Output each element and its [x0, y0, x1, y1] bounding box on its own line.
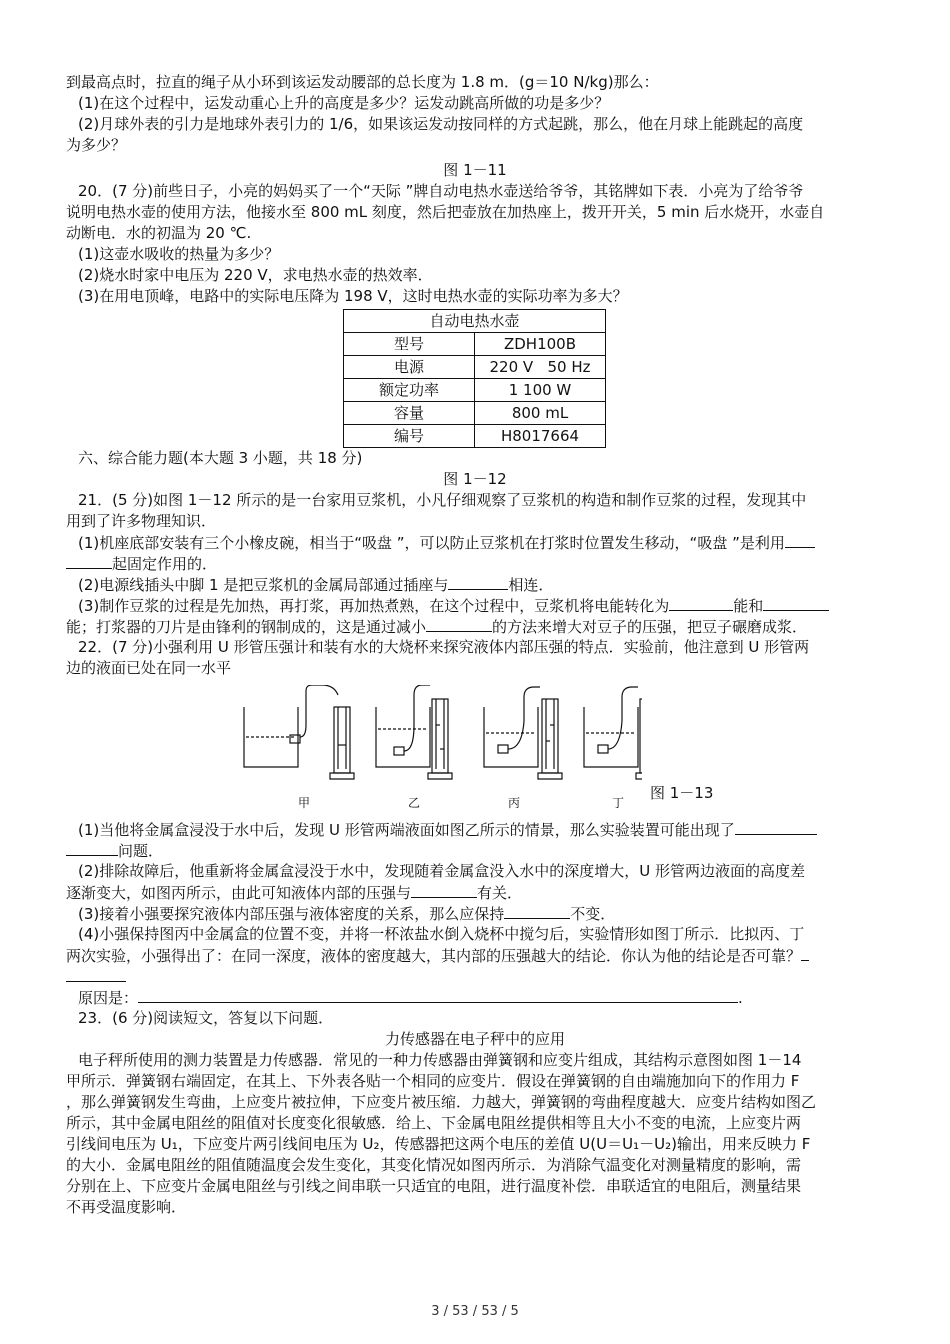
- setup-bing: [484, 687, 562, 779]
- figure-1-11-caption: 图 1－11: [443, 161, 507, 179]
- figure-1-13-caption: 图 1－13: [650, 784, 714, 802]
- q21-part3-text2: 能；打浆器的刀片是由锋利的钢制成的，这是通过减小: [66, 618, 427, 636]
- answer-blank[interactable]: [669, 595, 733, 611]
- q19-part1: (1)在这个过程中，运发动重心上升的高度是多少？运发动跳高所做的功是多少？: [78, 94, 610, 112]
- answer-blank[interactable]: [448, 574, 508, 590]
- answer-blank[interactable]: [504, 903, 570, 919]
- q22-part3-end: 不变．: [570, 905, 616, 923]
- spec-table-title: 自动电热水壶: [344, 310, 606, 333]
- table-row: [344, 402, 606, 425]
- q22-part1: [66, 819, 884, 840]
- spec-key: 型号: [344, 333, 475, 356]
- spec-key: 电源: [344, 356, 475, 379]
- q23-body-line: 电子秤所使用的测力装置是力传感器．常见的一种力传感器由弹簧钢和应变片组成，其结构示意图如图 1－14: [78, 1051, 802, 1069]
- q22-line2: 边的液面已处在同一水平: [66, 659, 232, 677]
- answer-blank[interactable]: [66, 840, 118, 856]
- q22-part2-end: 有关．: [477, 884, 523, 902]
- q22-part1-text: (1)当他将金属盒浸没于水中后，发现 U 形管两端液面如图乙所示的情景，那么实验装置可能出现了: [78, 821, 735, 839]
- figure-label-yi: 乙: [408, 796, 421, 810]
- answer-blank[interactable]: [138, 987, 738, 1003]
- q23-body-line: 引线间电压为 U₁，下应变片两引线间电压为 U₂，传感器把这两个电压的差值 U(U＝U₁－U₂)输出，用来反映力 F: [66, 1135, 811, 1153]
- q22-part4-blank: [66, 966, 884, 987]
- q21-part2-text: (2)电源线插头中脚 1 是把豆浆机的金属局部通过插座与: [78, 576, 449, 594]
- q23-body-line: 分别在上、下应变片金属电阻丝与引线之间串联一只适宜的电阻，进行温度补偿．串联适宜的电阻后，测量结果: [66, 1177, 802, 1195]
- q22-part2-cont: [66, 882, 884, 903]
- q19-line: 到最高点时，拉直的绳子从小环到该运发动腰部的总长度为 1.8 m．(g＝10 N/kg)那么：: [66, 73, 659, 91]
- spec-value: ZDH100B: [475, 333, 606, 356]
- table-row: [344, 333, 606, 356]
- section-6-heading: 六、综合能力题(本大题 3 小题，共 18 分): [78, 449, 363, 467]
- q22-part4-text: 两次实验，小强得出了：在同一深度，液体的密度越大，其内部的压强越大的结论．你认为他的结论是否可靠？: [66, 947, 802, 965]
- q23-body-line: 所示，其中金属电阻丝的阻值对长度变化很敏感．给上、下金属电阻丝提供相等且大小不变的电流，上应变片两: [66, 1114, 802, 1132]
- q22-reason-label: 原因是：: [78, 989, 139, 1007]
- table-row: [344, 425, 606, 448]
- q21-part2-end: 相连．: [508, 576, 554, 594]
- spec-key: 编号: [344, 425, 475, 448]
- q21-part3-cont: [66, 616, 884, 637]
- q23-article-title: 力传感器在电子秤中的应用: [384, 1030, 565, 1048]
- q21-part1-cont: [66, 553, 884, 574]
- q21-line1: 21．(5 分)如图 1－12 所示的是一台家用豆浆机，小凡仔细观察了豆浆机的构造和制作豆浆的过程，发现其中: [78, 491, 807, 509]
- table-row: [344, 356, 606, 379]
- kettle-spec-table: [343, 309, 606, 448]
- answer-blank[interactable]: [763, 595, 829, 611]
- spec-value: 800 mL: [475, 402, 606, 425]
- spec-value: 1 100 W: [475, 379, 606, 402]
- q19-part2-cont: 为多少？: [66, 136, 127, 154]
- spec-value: 220 V 50 Hz: [475, 356, 606, 379]
- q22-part3-text: (3)接着小强要探究液体内部压强与液体密度的关系，那么应保持: [78, 905, 505, 923]
- q21-part3-mid: 能和: [733, 597, 764, 615]
- answer-blank[interactable]: [426, 616, 492, 632]
- q20-line2: 说明电热水壶的使用方法，他接水至 800 mL 刻度，然后把壶放在加热座上，拨开开关，5 min 后水烧开，水壶自: [66, 203, 825, 221]
- q22-part2: (2)排除故障后，他重新将金属盒浸没于水中，发现随着金属盒没入水中的深度增大，U 形管两边液面的高度差: [78, 862, 805, 880]
- q22-part4: (4)小强保持图丙中金属盒的位置不变，并将一杯浓盐水倒入烧杯中搅匀后，实验情形如图丁所示．比拟丙、丁: [78, 925, 805, 943]
- q22-part3: [66, 903, 884, 924]
- q21-line2: 用到了许多物理知识．: [66, 512, 217, 530]
- q22-line1: 22．(7 分)小强利用 U 形管压强计和装有水的大烧杯来探究液体内部压强的特点．实验前，他注意到 U 形管两: [78, 638, 810, 656]
- answer-blank[interactable]: [66, 966, 126, 982]
- figure-1-12-caption: 图 1－12: [443, 470, 507, 488]
- q22-reason-end: .: [738, 989, 743, 1007]
- q21-part3-text: (3)制作豆浆的过程是先加热，再打浆，再加热煮熟，在这个过程中，豆浆机将电能转化为: [78, 597, 670, 615]
- q22-part2-text: 逐渐变大，如图丙所示，由此可知液体内部的压强与: [66, 884, 412, 902]
- answer-blank[interactable]: [735, 819, 817, 835]
- q22-part4-cont: [66, 945, 884, 966]
- q20-part3: (3)在用电顶峰，电路中的实际电压降为 198 V，这时电热水壶的实际功率为多大？: [78, 287, 628, 305]
- q19-part2: (2)月球外表的引力是地球外表引力的 1/6，如果该运发动按同样的方式起跳，那么，他在月球上能跳起的高度: [78, 115, 804, 133]
- setup-yi: [376, 685, 452, 779]
- q23-body-line: 的大小．金属电阻丝的阻值随温度会发生变化，其变化情况如图丙所示．为消除气温变化对测量精度的影响，需: [66, 1156, 802, 1174]
- figure-1-13: [66, 685, 884, 810]
- setup-ding: [584, 687, 642, 779]
- page-footer: 3 / 53 / 53 / 5: [431, 1304, 519, 1319]
- q20-line3: 动断电．水的初温为 20 ℃.: [66, 224, 252, 242]
- q22-reason: [66, 987, 884, 1008]
- q21-part1-end: 起固定作用的．: [112, 555, 218, 573]
- q22-part1-end: 问题．: [118, 842, 164, 860]
- spec-value: H8017664: [475, 425, 606, 448]
- q23-body-line: 不再受温度影响．: [66, 1198, 187, 1216]
- figure-label-jia: 甲: [298, 796, 311, 810]
- figure-label-ding: 丁: [612, 796, 625, 810]
- q20-part2: (2)烧水时家中电压为 220 V，求电热水壶的热效率．: [78, 266, 433, 284]
- document-page: [66, 72, 884, 1218]
- spec-key: 容量: [344, 402, 475, 425]
- figure-label-bing: 丙: [508, 796, 521, 810]
- q22-part1-cont: [66, 840, 884, 861]
- q23-line1: 23．(6 分)阅读短文，答复以下问题．: [78, 1009, 334, 1027]
- q21-part3: [66, 595, 884, 616]
- q21-part3-end: 的方法来增大对豆子的压强，把豆子碾磨成浆．: [492, 618, 808, 636]
- q23-body-line: ，那么弹簧钢发生弯曲，上应变片被拉伸，下应变片被压缩．力越大，弹簧钢的弯曲程度越大．应变片结构如图乙: [66, 1093, 817, 1111]
- answer-blank[interactable]: [411, 882, 477, 898]
- q21-part2: [66, 574, 884, 595]
- spec-key: 额定功率: [344, 379, 475, 402]
- setup-jia: [244, 685, 354, 779]
- q20-line1: 20．(7 分)前些日子，小亮的妈妈买了一个“天际 ”牌自动电热水壶送给爷爷，其铭牌如下表．小亮为了给爷爷: [78, 182, 804, 200]
- answer-blank[interactable]: [66, 553, 112, 569]
- q20-part1: (1)这壶水吸收的热量为多少？: [78, 245, 280, 263]
- table-row: [344, 379, 606, 402]
- answer-blank[interactable]: [785, 532, 815, 548]
- q21-part1: [66, 532, 884, 553]
- q21-part1-text: (1)机座底部安装有三个小橡皮碗，相当于“吸盘 ”，可以防止豆浆机在打浆时位置发生移动，“吸盘 ”是利用: [78, 534, 785, 552]
- u-tube-experiment-diagram: [242, 685, 642, 795]
- q23-body-line: 甲所示．弹簧钢右端固定，在其上、下外表各贴一个相同的应变片．假设在弹簧钢的自由端施加向下的作用力 F: [66, 1072, 800, 1090]
- answer-blank[interactable]: [801, 945, 809, 961]
